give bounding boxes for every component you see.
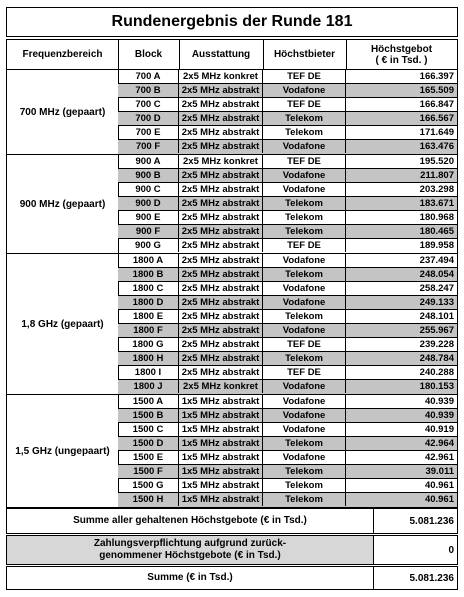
gebot-cell: 255.967 (419, 325, 454, 336)
block-cell: 900 A (118, 155, 179, 168)
bieter-cell: Vodafone (263, 380, 346, 393)
ausstattung-cell: 2x5 MHz abstrakt (179, 225, 263, 238)
group-label: 900 MHz (gepaart) (7, 155, 119, 253)
block-cell: 700 E (118, 126, 179, 139)
group-2 (6, 253, 458, 395)
ausstattung-cell: 1x5 MHz abstrakt (179, 423, 263, 436)
block-cell: 1800 B (118, 268, 179, 281)
gebot-cell: 248.101 (419, 311, 454, 322)
gebot-cell: 163.476 (419, 141, 454, 152)
block-cell: 1800 H (118, 352, 179, 365)
bieter-cell: Telekom (263, 310, 346, 323)
table-row (118, 310, 457, 324)
ausstattung-cell: 2x5 MHz abstrakt (179, 268, 263, 281)
table-row (118, 155, 457, 169)
header-hoechstgebot-line1: Höchstgebot (370, 43, 433, 55)
ausstattung-cell: 2x5 MHz abstrakt (179, 366, 263, 379)
ausstattung-cell: 2x5 MHz abstrakt (179, 310, 263, 323)
header-ausstattung: Ausstattung (179, 40, 264, 69)
block-cell: 1800 F (118, 324, 179, 337)
block-cell: 700 F (118, 140, 179, 153)
summe-value: 5.081.236 (409, 515, 454, 527)
gebot-cell: 239.228 (419, 339, 454, 350)
gebot-cell: 166.397 (419, 71, 454, 82)
bieter-cell: Vodafone (263, 451, 346, 464)
auction-results-table (6, 7, 458, 590)
group-1 (6, 154, 458, 254)
table-row (118, 437, 457, 451)
table-row (118, 70, 457, 84)
group-label: 700 MHz (gepaart) (7, 70, 119, 154)
group-rows (118, 70, 457, 154)
block-cell: 1800 G (118, 338, 179, 351)
bieter-cell: Telekom (263, 465, 346, 478)
table-row (118, 296, 457, 310)
bieter-cell: TEF DE (263, 98, 346, 111)
header-block: Block (118, 40, 180, 69)
group-rows (118, 395, 457, 507)
block-cell: 700 A (118, 70, 179, 83)
bieter-cell: Vodafone (263, 395, 346, 408)
header-hoechstbieter: Höchstbieter (263, 40, 347, 69)
block-cell: 1500 D (118, 437, 179, 450)
ausstattung-cell: 1x5 MHz abstrakt (179, 409, 263, 422)
table-row (118, 366, 457, 380)
gebot-cell: 258.247 (419, 283, 454, 294)
ausstattung-cell: 1x5 MHz abstrakt (179, 437, 263, 450)
group-rows (118, 254, 457, 394)
block-cell: 700 D (118, 112, 179, 125)
block-cell: 1500 H (118, 493, 179, 506)
bieter-cell: Vodafone (263, 140, 346, 153)
gebot-cell: 166.847 (419, 99, 454, 110)
ausstattung-cell: 2x5 MHz konkret (179, 380, 263, 393)
gebot-cell: 42.964 (424, 438, 454, 449)
gebot-cell: 42.961 (424, 452, 454, 463)
total-value: 5.081.236 (409, 572, 454, 584)
table-row (118, 493, 457, 507)
block-cell: 900 F (118, 225, 179, 238)
table-row (118, 465, 457, 479)
bieter-cell: Vodafone (263, 282, 346, 295)
table-row (118, 112, 457, 126)
gebot-cell: 40.961 (424, 494, 454, 505)
table-row (118, 254, 457, 268)
table-row (118, 380, 457, 394)
ausstattung-cell: 2x5 MHz abstrakt (179, 239, 263, 252)
gebot-cell: 189.958 (419, 240, 454, 251)
table-row (118, 225, 457, 239)
table-row (118, 352, 457, 366)
table-row (118, 423, 457, 437)
header-hoechstgebot (346, 40, 457, 69)
block-cell: 900 G (118, 239, 179, 252)
ausstattung-cell: 2x5 MHz abstrakt (179, 254, 263, 267)
block-cell: 1800 D (118, 296, 179, 309)
group-label: 1,5 GHz (ungepaart) (7, 395, 119, 507)
bieter-cell: Telekom (263, 126, 346, 139)
bieter-cell: Telekom (263, 268, 346, 281)
block-cell: 1800 A (118, 254, 179, 267)
table-row (118, 239, 457, 253)
ausstattung-cell: 2x5 MHz abstrakt (179, 324, 263, 337)
gebot-cell: 248.784 (419, 353, 454, 364)
table-row (118, 169, 457, 183)
block-cell: 1500 C (118, 423, 179, 436)
total-label: Summe (€ in Tsd.) (7, 567, 374, 589)
summe-label: Summe aller gehaltenen Höchstgebote (€ in Tsd.) (7, 509, 374, 533)
ausstattung-cell: 2x5 MHz abstrakt (179, 126, 263, 139)
block-cell: 1500 B (118, 409, 179, 422)
zahlung-label-line2: genommener Höchstgebote (€ in Tsd.) (99, 550, 281, 561)
block-cell: 1800 E (118, 310, 179, 323)
header-frequenzbereich: Frequenzbereich (7, 40, 119, 69)
ausstattung-cell: 2x5 MHz abstrakt (179, 197, 263, 210)
gebot-cell: 249.133 (419, 297, 454, 308)
gebot-cell: 183.671 (419, 198, 454, 209)
gebot-cell: 40.919 (424, 424, 454, 435)
ausstattung-cell: 2x5 MHz konkret (179, 155, 263, 168)
zahlung-label (7, 536, 374, 564)
table-header (6, 39, 458, 70)
bieter-cell: Telekom (263, 493, 346, 506)
gebot-cell: 166.567 (419, 113, 454, 124)
gebot-cell: 211.807 (420, 170, 454, 181)
bieter-cell: Vodafone (263, 183, 346, 196)
ausstattung-cell: 2x5 MHz abstrakt (179, 211, 263, 224)
bieter-cell: Vodafone (263, 84, 346, 97)
ausstattung-cell: 2x5 MHz konkret (179, 70, 263, 83)
table-row (118, 282, 457, 296)
bieter-cell: Vodafone (263, 324, 346, 337)
table-row (118, 268, 457, 282)
table-row (118, 479, 457, 493)
group-3 (6, 394, 458, 508)
ausstattung-cell: 2x5 MHz abstrakt (179, 112, 263, 125)
table-row (118, 211, 457, 225)
table-row (118, 183, 457, 197)
gebot-cell: 248.054 (419, 269, 454, 280)
zahlung-value: 0 (448, 544, 454, 556)
ausstattung-cell: 2x5 MHz abstrakt (179, 183, 263, 196)
block-cell: 900 E (118, 211, 179, 224)
group-label: 1,8 GHz (gepaart) (7, 254, 119, 394)
bieter-cell: TEF DE (263, 338, 346, 351)
bieter-cell: Vodafone (263, 423, 346, 436)
bieter-cell: TEF DE (263, 239, 346, 252)
bieter-cell: Vodafone (263, 254, 346, 267)
gebot-cell: 180.968 (419, 212, 454, 223)
ausstattung-cell: 2x5 MHz abstrakt (179, 169, 263, 182)
block-cell: 900 D (118, 197, 179, 210)
gebot-cell: 39.011 (425, 466, 454, 477)
ausstattung-cell: 2x5 MHz abstrakt (179, 84, 263, 97)
gebot-cell: 195.520 (419, 156, 454, 167)
block-cell: 700 B (118, 84, 179, 97)
table-row (118, 324, 457, 338)
bieter-cell: Telekom (263, 352, 346, 365)
table-row (118, 126, 457, 140)
table-row (118, 140, 457, 154)
block-cell: 1500 F (118, 465, 179, 478)
table-row (118, 395, 457, 409)
summary-summe (6, 508, 458, 534)
group-rows (118, 155, 457, 253)
bieter-cell: Telekom (263, 211, 346, 224)
table-row (118, 338, 457, 352)
ausstattung-cell: 2x5 MHz abstrakt (179, 282, 263, 295)
bieter-cell: Vodafone (263, 409, 346, 422)
bieter-cell: Telekom (263, 225, 346, 238)
block-cell: 1800 J (118, 380, 179, 393)
table-row (118, 197, 457, 211)
gebot-cell: 180.153 (419, 381, 454, 392)
group-0 (6, 69, 458, 155)
bieter-cell: TEF DE (263, 70, 346, 83)
ausstattung-cell: 1x5 MHz abstrakt (179, 493, 263, 506)
ausstattung-cell: 2x5 MHz abstrakt (179, 338, 263, 351)
block-cell: 1500 A (118, 395, 179, 408)
summary-zahlung (6, 535, 458, 565)
gebot-cell: 165.509 (419, 85, 454, 96)
block-cell: 700 C (118, 98, 179, 111)
ausstattung-cell: 1x5 MHz abstrakt (179, 479, 263, 492)
block-cell: 1500 G (118, 479, 179, 492)
ausstattung-cell: 2x5 MHz abstrakt (179, 98, 263, 111)
gebot-cell: 240.288 (419, 367, 454, 378)
bieter-cell: TEF DE (263, 155, 346, 168)
table-row (118, 98, 457, 112)
block-cell: 1800 I (118, 366, 179, 379)
gebot-cell: 237.494 (419, 255, 454, 266)
bieter-cell: Telekom (263, 437, 346, 450)
summary-total (6, 566, 458, 590)
table-row (118, 84, 457, 98)
ausstattung-cell: 1x5 MHz abstrakt (179, 465, 263, 478)
block-cell: 900 B (118, 169, 179, 182)
page-title: Rundenergebnis der Runde 181 (6, 7, 458, 37)
header-hoechstgebot-line2: ( € in Tsd. ) (375, 54, 428, 66)
bieter-cell: Telekom (263, 112, 346, 125)
gebot-cell: 40.961 (424, 480, 454, 491)
gebot-cell: 171.649 (419, 127, 454, 138)
block-cell: 1800 C (118, 282, 179, 295)
zahlung-label-line1: Zahlungsverpflichtung aufgrund zurück- (93, 538, 287, 549)
ausstattung-cell: 1x5 MHz abstrakt (179, 451, 263, 464)
table-row (118, 451, 457, 465)
bieter-cell: Vodafone (263, 169, 346, 182)
ausstattung-cell: 1x5 MHz abstrakt (179, 395, 263, 408)
ausstattung-cell: 2x5 MHz abstrakt (179, 296, 263, 309)
bieter-cell: Vodafone (263, 296, 346, 309)
ausstattung-cell: 2x5 MHz abstrakt (179, 352, 263, 365)
gebot-cell: 40.939 (424, 410, 454, 421)
gebot-cell: 203.298 (419, 184, 454, 195)
ausstattung-cell: 2x5 MHz abstrakt (179, 140, 263, 153)
gebot-cell: 40.939 (424, 396, 454, 407)
block-cell: 1500 E (118, 451, 179, 464)
bieter-cell: Telekom (263, 197, 346, 210)
bieter-cell: Telekom (263, 479, 346, 492)
table-row (118, 409, 457, 423)
gebot-cell: 180.465 (419, 226, 454, 237)
bieter-cell: TEF DE (263, 366, 346, 379)
block-cell: 900 C (118, 183, 179, 196)
